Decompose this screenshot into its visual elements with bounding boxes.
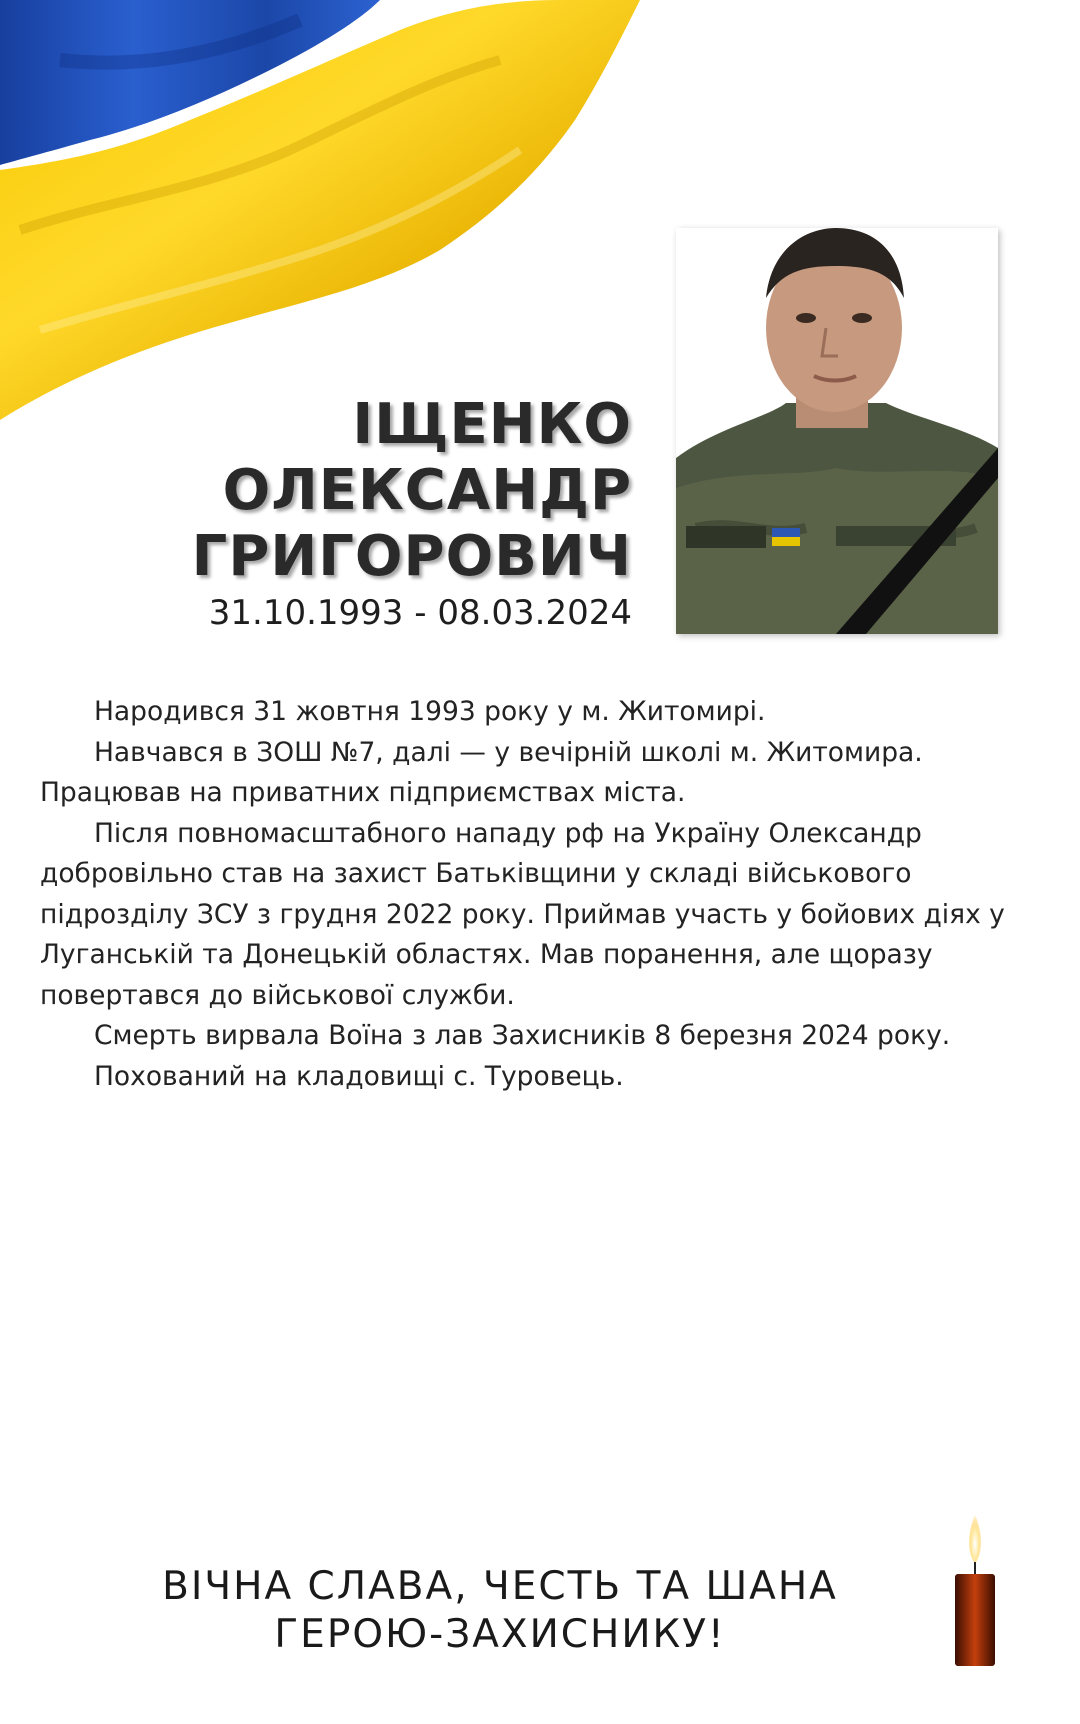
- bio-paragraph: Народився 31 жовтня 1993 року у м. Житомирі.: [94, 696, 766, 727]
- patronymic: ГРИГОРОВИЧ: [191, 524, 632, 589]
- biography-text: [40, 692, 1050, 1097]
- name-heading: [192, 392, 632, 590]
- slogan-line-1: ВІЧНА СЛАВА, ЧЕСТЬ ТА ШАНА: [162, 1564, 838, 1609]
- life-dates: 31.10.1993 - 08.03.2024: [208, 593, 632, 633]
- soldier-portrait-photo: [676, 228, 998, 634]
- bio-paragraph: Похований на кладовищі с. Туровець.: [94, 1060, 624, 1092]
- bio-paragraph: Смерть вирвала Воїна з лав Захисників 8 березня 2024 року.: [94, 1020, 951, 1051]
- first-name: ОЛЕКСАНДР: [222, 458, 632, 523]
- memorial-slogan: [120, 1563, 880, 1659]
- surname: ІЩЕНКО: [352, 392, 632, 457]
- ukrainian-flag-icon: [0, 0, 660, 430]
- slogan-line-2: ГЕРОЮ-ЗАХИСНИКУ!: [274, 1612, 726, 1657]
- bio-paragraph: Після повномасштабного нападу рф на Україну Олександр добровільно став на захист Батьківщини у складі військового підрозділу ЗСУ з грудня 2022 року. Приймав участь у бойових діях у Луганській та Донецькій областях. Мав поранення, але щоразу повертався до військової служби.: [40, 817, 1005, 1011]
- bio-paragraph: Навчався в ЗОШ №7, далі — у вечірній школі м. Житомира. Працював на приватних підприємствах міста.: [40, 736, 923, 808]
- candle-icon: [952, 1512, 998, 1668]
